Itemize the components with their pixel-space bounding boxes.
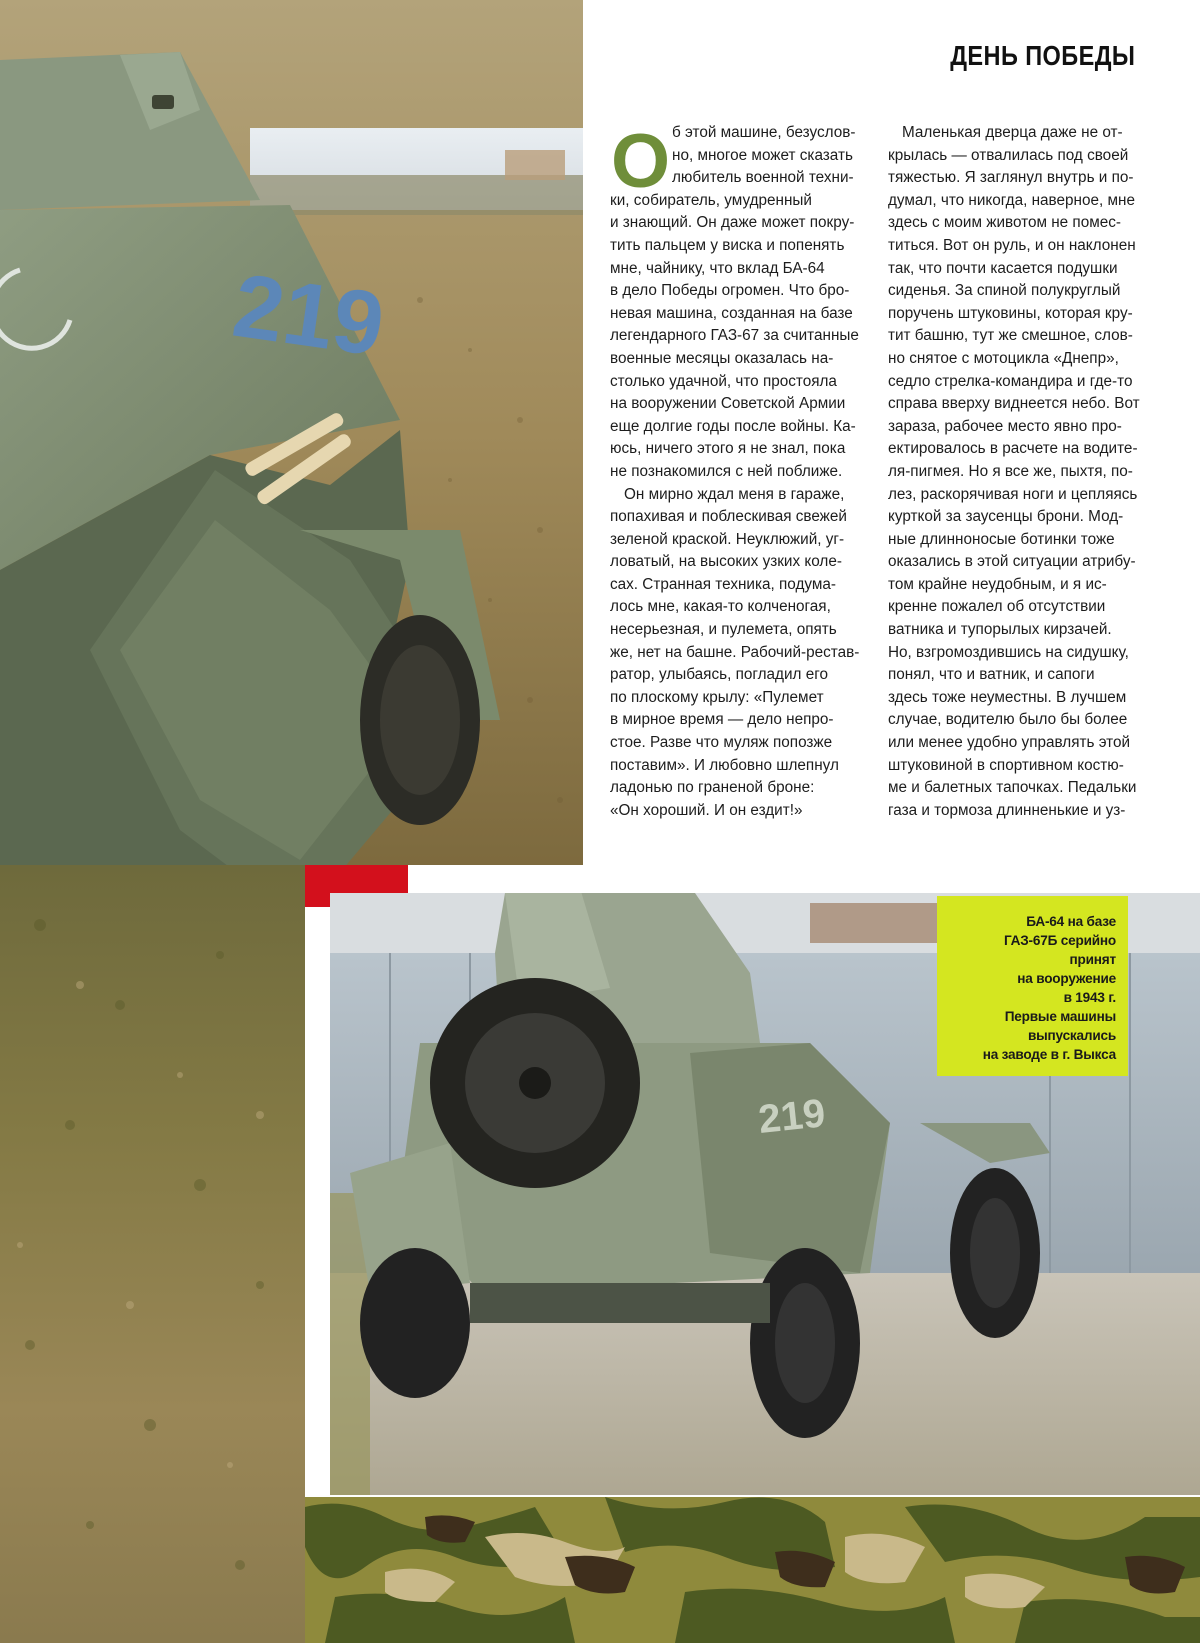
text-line: ектировалось в расчете на водите- bbox=[888, 440, 1138, 458]
text-line: попахивая и поблескивая свежей bbox=[610, 508, 847, 526]
text-line: и знающий. Он даже может покру- bbox=[610, 214, 855, 232]
text-line: ладонью по граненой броне: bbox=[610, 779, 815, 797]
text-line: на вооружении Советской Армии bbox=[610, 395, 846, 413]
text-line: юсь, ничего этого я не знал, пока bbox=[610, 440, 846, 458]
text-line: сиденья. За спиной полукруглый bbox=[888, 282, 1121, 300]
caption-line: Первые машины bbox=[1004, 1009, 1116, 1024]
svg-text:219: 219 bbox=[756, 1091, 828, 1142]
text-line: поручень штуковины, которая кру- bbox=[888, 304, 1133, 322]
text-line: ловатый, на высоких узких коле- bbox=[610, 553, 842, 571]
text-line: легендарного ГАЗ-67 за считанные bbox=[610, 327, 859, 345]
text-line: сах. Странная техника, подума- bbox=[610, 575, 836, 593]
text-line: ля-пигмея. Но я все же, пыхтя, по- bbox=[888, 462, 1133, 480]
section-title: ДЕНЬ ПОБЕДЫ bbox=[949, 40, 1135, 71]
text-line: любитель военной техни- bbox=[672, 169, 854, 187]
text-line: мне, чайнику, что вклад БА-64 bbox=[610, 259, 825, 277]
text-line: зараза, рабочее место явно про- bbox=[888, 417, 1122, 435]
text-line: несерьезная, и пулемета, опять bbox=[610, 621, 837, 639]
caption-line: в 1943 г. bbox=[1063, 990, 1116, 1005]
text-line: но снятое с мотоцикла «Днепр», bbox=[888, 349, 1119, 367]
text-line: еще долгие годы после войны. Ка- bbox=[610, 417, 856, 435]
top-photo-armored-car bbox=[0, 0, 583, 865]
text-line: ме и балетных тапочках. Педальки bbox=[888, 779, 1137, 797]
text-line: оказались в этой ситуации атрибу- bbox=[888, 553, 1136, 571]
text-line: в мирное время — дело непро- bbox=[610, 711, 834, 729]
text-line: зеленой краской. Неуклюжий, уг- bbox=[610, 530, 845, 548]
text-line: справа вверху виднеется небо. Вот bbox=[888, 395, 1140, 413]
caption-line: БА-64 на базе bbox=[1026, 914, 1116, 929]
article-column-2 bbox=[888, 122, 1138, 822]
text-line: здесь с моим животом не помес- bbox=[888, 214, 1121, 232]
text-line: так, что почти касается подушки bbox=[888, 259, 1118, 277]
text-line: тить пальцем у виска и попенять bbox=[610, 236, 845, 254]
text-line: же, нет на башне. Рабочий-рестав- bbox=[610, 643, 860, 661]
text-line: тяжестью. Я заглянул внутрь и по- bbox=[888, 169, 1134, 187]
text-line: но, многое может сказать bbox=[672, 146, 853, 164]
text-line: столько удачной, что простояла bbox=[610, 372, 837, 390]
drop-cap: О bbox=[611, 119, 671, 204]
text-line: здесь тоже неуместны. В лучшем bbox=[888, 688, 1127, 706]
photo-caption bbox=[937, 896, 1128, 1076]
text-line: в дело Победы огромен. Что бро- bbox=[610, 282, 850, 300]
caption-line: ГАЗ-67Б серийно bbox=[1003, 933, 1116, 948]
text-line: тит башню, тут же смешное, слов- bbox=[888, 327, 1133, 345]
text-line: кренне пожалел об отсутствии bbox=[888, 598, 1106, 616]
text-line: понял, что и ватник, и сапоги bbox=[888, 666, 1095, 684]
text-line: Он мирно ждал меня в гараже, bbox=[624, 485, 845, 503]
text-line: лез, раскорячивая ноги и цепляясь bbox=[888, 485, 1138, 503]
article-column-1 bbox=[610, 119, 860, 822]
text-line: штуковиной в спортивном костю- bbox=[888, 756, 1124, 774]
caption-line: выпускались bbox=[1027, 1028, 1116, 1043]
text-line: стое. Разве что муляж попозже bbox=[610, 734, 833, 752]
grass-background bbox=[0, 865, 305, 1643]
text-line: Но, взгромоздившись на сидушку, bbox=[888, 643, 1129, 661]
svg-text:219: 219 bbox=[227, 255, 390, 376]
text-line: титься. Вот он руль, и он наклонен bbox=[888, 236, 1136, 254]
text-line: Маленькая дверца даже не от- bbox=[902, 124, 1123, 141]
text-line: «Он хороший. И он ездит!» bbox=[610, 801, 803, 819]
text-line: курткой за заусенцы брони. Мод- bbox=[888, 508, 1124, 526]
text-line: б этой машине, безуслов- bbox=[672, 124, 856, 141]
text-line: невая машина, созданная на базе bbox=[610, 304, 853, 322]
text-line: крылась — отвалилась под своей bbox=[888, 146, 1129, 164]
caption-line: на вооружение bbox=[1017, 971, 1116, 986]
text-line: поставим». И любовно шлепнул bbox=[610, 756, 839, 774]
text-line: лось мне, какая-то колченогая, bbox=[610, 598, 831, 616]
text-line: ки, собиратель, умудренный bbox=[610, 191, 812, 209]
text-line: ные длинноносые ботинки тоже bbox=[888, 530, 1115, 548]
camouflage-strip bbox=[305, 1497, 1200, 1643]
text-line: думал, что никогда, наверное, мне bbox=[888, 191, 1135, 209]
text-line: ратор, улыбаясь, погладил его bbox=[610, 666, 828, 684]
text-line: ватника и тупорылых кирзачей. bbox=[888, 621, 1112, 639]
top-photo-illustration bbox=[0, 0, 583, 865]
text-line: седло стрелка-командира и где-то bbox=[888, 372, 1133, 390]
text-line: по плоскому крылу: «Пулемет bbox=[610, 688, 824, 706]
text-line: или менее удобно управлять этой bbox=[888, 734, 1131, 752]
text-line: том крайне неудобным, и я ис- bbox=[888, 575, 1107, 593]
text-line: газа и тормоза длинненькие и уз- bbox=[888, 801, 1126, 819]
caption-line: принят bbox=[1069, 952, 1116, 967]
text-line: случае, водителю было бы более bbox=[888, 711, 1128, 729]
caption-line: на заводе в г. Выкса bbox=[982, 1047, 1116, 1062]
text-line: военные месяцы оказалась на- bbox=[610, 349, 834, 367]
text-line: не познакомился с ней поближе. bbox=[610, 462, 843, 480]
